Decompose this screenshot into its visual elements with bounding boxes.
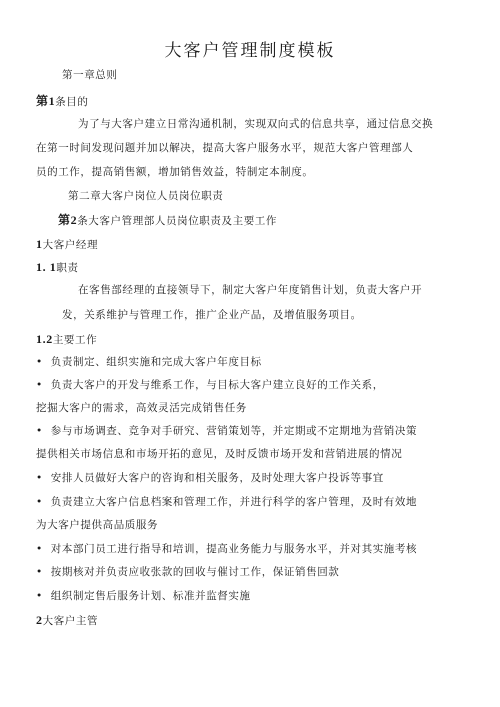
section-2-heading	[36, 613, 98, 628]
task-text: 负责制定、组织实施和完成大客户年度目标	[50, 356, 262, 368]
task-line: 为大客户提供高品质服务	[36, 519, 159, 531]
task-item	[36, 542, 417, 556]
section-1-2-number: 1.2	[36, 332, 53, 346]
bullet-icon: •	[36, 356, 43, 368]
task-text: 组织制定售后服务计划、标准并监督实施	[50, 590, 251, 602]
section-1-title: 大客户经理	[42, 239, 99, 251]
bullet-icon: •	[36, 543, 43, 555]
bullet-icon: •	[36, 472, 43, 484]
task-item	[36, 355, 262, 369]
task-line: 提供相关市场信息和市场开拓的意见，及时反馈市场开发和营销进展的情况	[36, 448, 403, 460]
bullet-icon: •	[36, 566, 43, 578]
task-item	[36, 565, 339, 579]
section-1-2-title: 主要工作	[52, 334, 98, 346]
bullet-icon: •	[36, 379, 43, 391]
article-1-heading	[36, 94, 89, 109]
task-item	[36, 495, 417, 509]
task-line: 挖掘大客户的需求，高效灵活完成销售任务	[36, 402, 247, 414]
article-2-title: 条大客户管理部人员岗位职责及主要工作	[77, 215, 278, 227]
purpose-line: 为了与大客户建立日常沟通机制，实现双向式的信息共享，通过信息交换	[78, 118, 434, 130]
section-1-number: 1	[36, 237, 43, 251]
task-text: 参与市场调查、竞争对手研究、营销策划等，并定期或不定期地为营销决策	[50, 425, 418, 437]
task-text: 对本部门员工进行指导和培训，提高业务能力与服务水平，并对其实施考核	[50, 543, 418, 555]
section-1-1-heading	[36, 260, 79, 275]
task-text: 安排人员做好大客户的咨询和相关服务，及时处理大客户投诉等事宜	[50, 472, 384, 484]
chapter-1-heading: 第一章总则	[62, 69, 118, 81]
article-1-title: 条目的	[55, 96, 89, 108]
task-text: 负责大客户的开发与维系工作，与目标大客户建立良好的工作关系，	[50, 379, 384, 391]
bullet-icon: •	[36, 425, 43, 437]
task-item	[36, 471, 384, 485]
duty-line: 发，关系维护与管理工作，推广企业产品，及增值服务项目。	[62, 309, 362, 321]
purpose-line: 在第一时间发现问题并加以解决，提高大客户服务水平，规范大客户管理部人	[36, 142, 414, 154]
section-2-number: 2	[36, 613, 43, 627]
duty-line: 在客售部经理的直接领导下，制定大客户年度销售计划，负责大客户开	[78, 284, 423, 296]
section-1-heading	[36, 237, 98, 252]
task-text: 按期核对并负责应收张款的回收与催讨工作，保证销售回款	[50, 566, 340, 578]
task-item	[36, 424, 417, 438]
task-item	[36, 589, 251, 603]
bullet-icon: •	[36, 590, 43, 602]
chapter-2-heading: 第二章大客户岗位人员岗位职责	[68, 190, 224, 202]
document-title: 大客户管理制度模板	[164, 41, 336, 61]
article-2-number: 第2	[58, 213, 78, 227]
section-1-2-heading	[36, 332, 97, 347]
article-1-number: 第1	[36, 94, 56, 108]
section-1-1-number: 1. 1	[36, 260, 57, 274]
task-text: 负责建立大客户信息档案和管理工作，并进行科学的客户管理，及时有效地	[50, 496, 418, 508]
bullet-icon: •	[36, 496, 43, 508]
section-1-1-title: 职责	[56, 262, 79, 274]
task-item	[36, 378, 384, 392]
article-2-heading	[58, 213, 277, 228]
section-2-title: 大客户主管	[42, 615, 99, 627]
purpose-line: 员的工作，提高销售额，增加销售效益，特制定本制度。	[36, 166, 314, 178]
